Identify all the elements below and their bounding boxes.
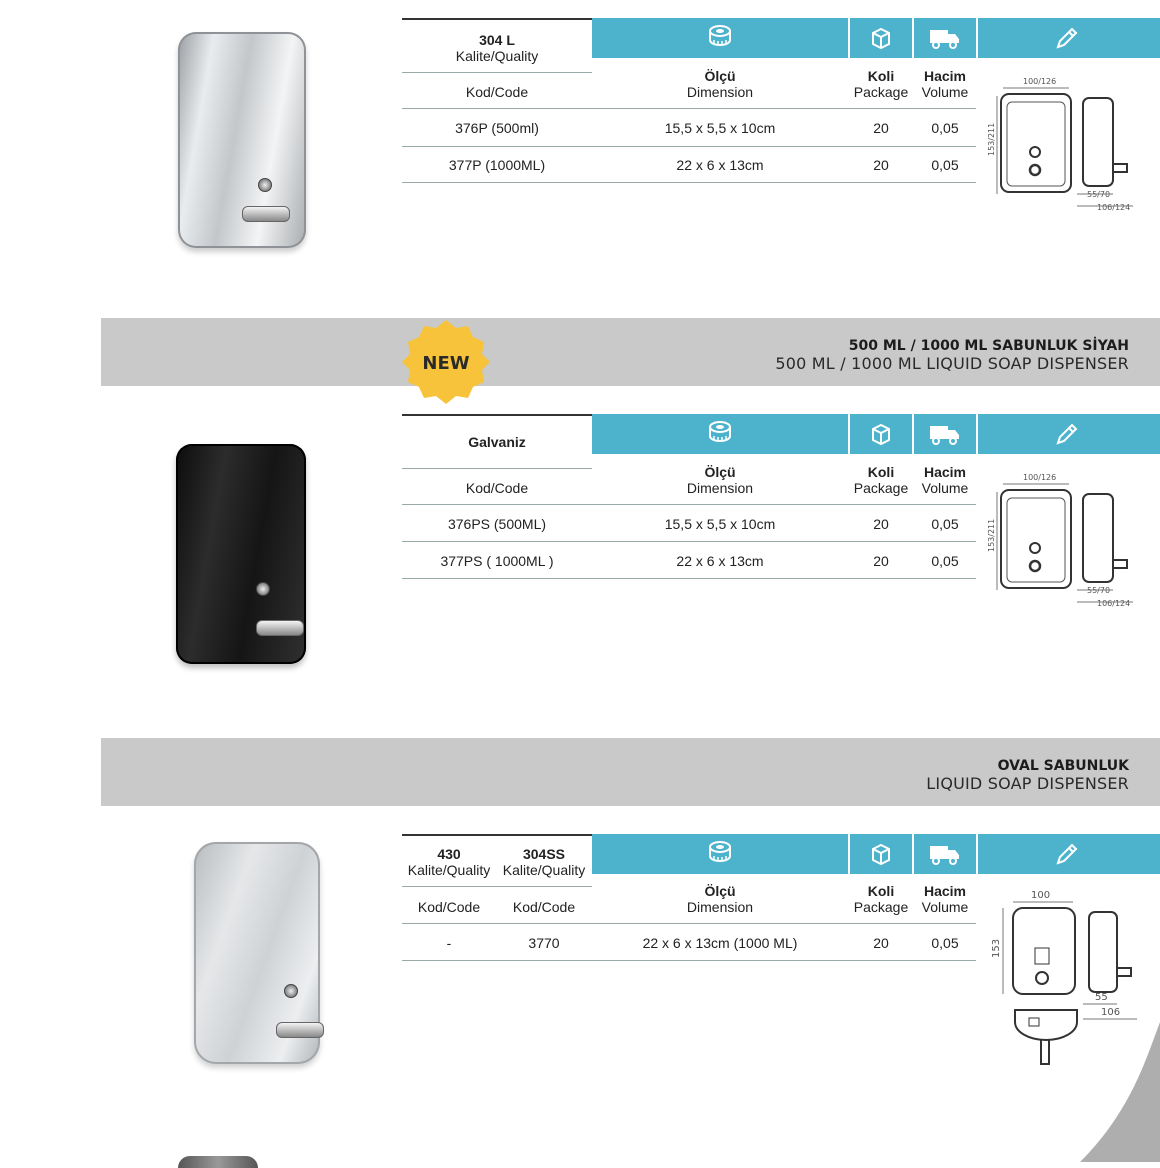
drawing-d1: 55: [1095, 992, 1108, 1003]
drawing-height: 153: [991, 938, 1002, 958]
row-code: 376PS (500ML): [447, 516, 547, 532]
box-icon: [869, 422, 893, 446]
row-dimension: 22 x 6 x 13cm: [676, 157, 764, 173]
drawing-d1: 55/70: [1087, 190, 1111, 199]
col-package-tr: Koli: [867, 68, 895, 84]
col-dimension-tr: Ölçü: [704, 68, 736, 84]
section-band: [101, 738, 1160, 806]
col-code-a: Kod/Code: [417, 899, 481, 915]
technical-drawing: [985, 470, 1135, 610]
pencil-icon: [1055, 422, 1079, 446]
measure-tape-icon: [708, 24, 732, 48]
col-package-tr: Koli: [867, 464, 895, 480]
row-code-b: 3770: [528, 935, 560, 951]
box-icon: [869, 26, 893, 50]
col-package-tr: Koli: [867, 883, 895, 899]
drawing-height: 153/211: [987, 518, 996, 552]
row-dimension: 22 x 6 x 13cm: [676, 553, 764, 569]
col-code: Kod/Code: [465, 84, 529, 100]
material-sub: Kalite/Quality: [455, 48, 539, 64]
row-volume: 0,05: [931, 157, 959, 173]
section-title-en: 500 ML / 1000 ML LIQUID SOAP DISPENSER: [775, 354, 1129, 373]
drawing-d2: 106: [1101, 1007, 1121, 1018]
col-volume-en: Volume: [921, 480, 969, 496]
row-package: 20: [873, 553, 889, 569]
row-volume: 0,05: [931, 516, 959, 532]
page-corner-shape: [1050, 1022, 1160, 1162]
col-package-en: Package: [853, 899, 909, 915]
col-dimension-en: Dimension: [686, 899, 754, 915]
row-code-a: -: [446, 935, 452, 951]
box-icon: [869, 842, 893, 866]
material-a-header: 430: [437, 846, 461, 862]
row-package: 20: [873, 157, 889, 173]
row-package: 20: [873, 516, 889, 532]
product-image-black: [170, 440, 320, 670]
row-dimension: 15,5 x 5,5 x 10cm: [664, 120, 776, 136]
material-header: 304 L: [479, 32, 515, 48]
col-code: Kod/Code: [465, 480, 529, 496]
drawing-width: 100/126: [1023, 77, 1057, 86]
col-volume-en: Volume: [921, 84, 969, 100]
measure-tape-icon: [708, 840, 732, 864]
col-dimension-en: Dimension: [686, 480, 754, 496]
new-badge: [402, 318, 490, 406]
measure-tape-icon: [708, 420, 732, 444]
col-package-en: Package: [853, 84, 909, 100]
material-b-sub: Kalite/Quality: [502, 862, 586, 878]
new-badge-label: NEW: [422, 353, 470, 374]
truck-icon: [929, 422, 961, 446]
drawing-width: 100/126: [1023, 473, 1057, 482]
row-volume: 0,05: [931, 553, 959, 569]
col-dimension-tr: Ölçü: [704, 883, 736, 899]
col-dimension-tr: Ölçü: [704, 464, 736, 480]
row-package: 20: [873, 120, 889, 136]
material-b-header: 304SS: [522, 846, 566, 862]
section-band: [101, 318, 1160, 386]
section-title-tr: 500 ML / 1000 ML SABUNLUK SİYAH: [848, 338, 1129, 354]
drawing-d2: 106/124: [1097, 599, 1131, 608]
col-dimension-en: Dimension: [686, 84, 754, 100]
row-dimension: 15,5 x 5,5 x 10cm: [664, 516, 776, 532]
drawing-d2: 106/124: [1097, 203, 1131, 212]
technical-drawing: [985, 74, 1135, 214]
row-code: 377PS ( 1000ML ): [440, 553, 554, 569]
row-code: 377P (1000ML): [448, 157, 546, 173]
col-volume-tr: Hacim: [923, 68, 967, 84]
col-code-b: Kod/Code: [512, 899, 576, 915]
next-product-image-partial: [178, 1156, 258, 1168]
product-image-steel: [170, 28, 320, 254]
drawing-height: 153/211: [987, 122, 996, 156]
row-dimension: 22 x 6 x 13cm (1000 ML): [642, 935, 798, 951]
col-volume-tr: Hacim: [923, 464, 967, 480]
col-package-en: Package: [853, 480, 909, 496]
material-header: Galvaniz: [468, 434, 526, 450]
row-package: 20: [873, 935, 889, 951]
row-code: 376P (500ml): [455, 120, 539, 136]
row-volume: 0,05: [931, 120, 959, 136]
section-title-en: LIQUID SOAP DISPENSER: [926, 774, 1129, 793]
row-volume: 0,05: [931, 935, 959, 951]
col-volume-tr: Hacim: [923, 883, 967, 899]
truck-icon: [929, 26, 961, 50]
pencil-icon: [1055, 842, 1079, 866]
section-title-tr: OVAL SABUNLUK: [997, 758, 1129, 774]
col-volume-en: Volume: [921, 899, 969, 915]
material-a-sub: Kalite/Quality: [407, 862, 491, 878]
drawing-d1: 55/70: [1087, 586, 1111, 595]
pencil-icon: [1055, 26, 1079, 50]
drawing-width: 100: [1031, 890, 1051, 901]
truck-icon: [929, 842, 961, 866]
product-image-oval: [188, 838, 338, 1070]
